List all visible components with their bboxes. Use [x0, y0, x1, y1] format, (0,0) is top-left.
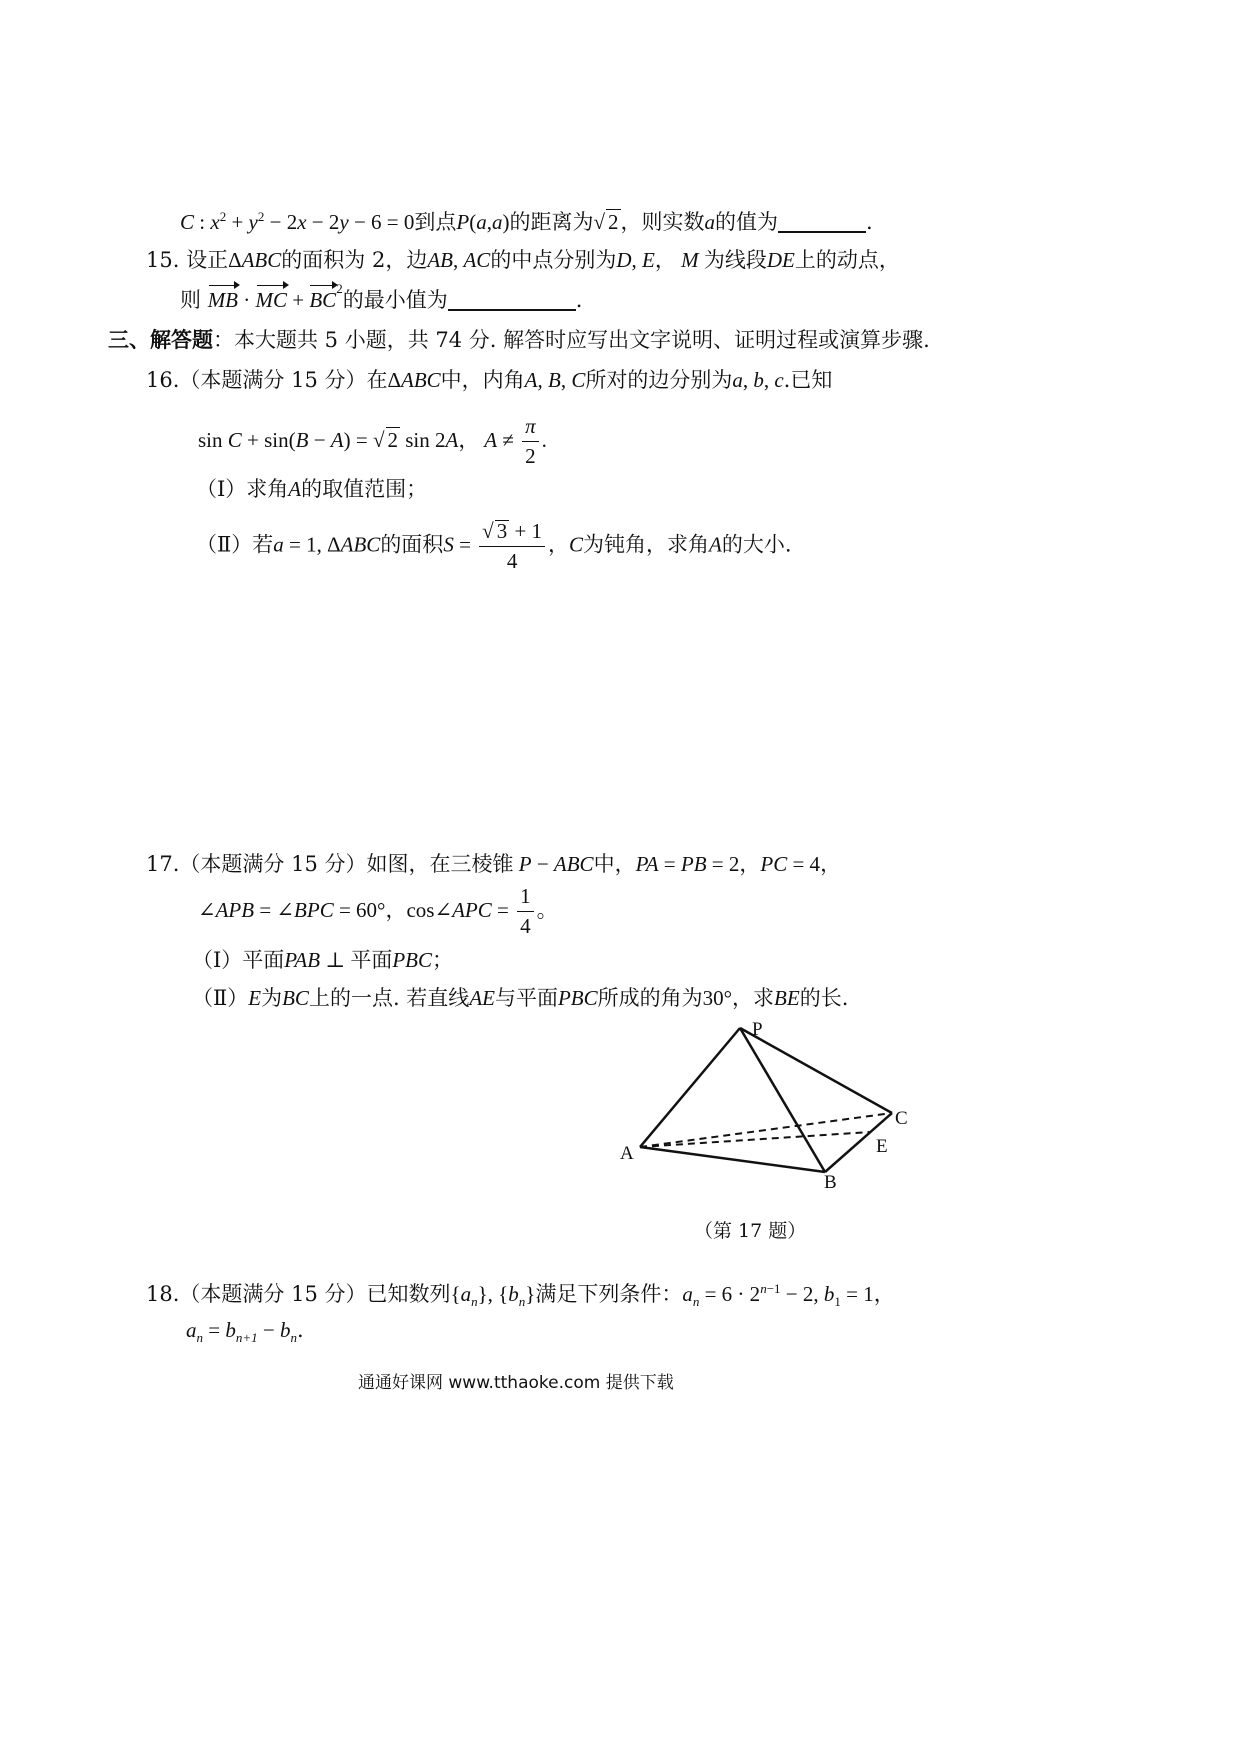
edge-pa [640, 1028, 740, 1147]
edge-ac-hidden [640, 1113, 892, 1147]
q16-part2: （Ⅱ）若a = 1, ΔABC的面积S = $\frac{√ 3 + 1}{4}$ ，C为钝角，求角A的大小. [196, 519, 792, 573]
q17-part2: （Ⅱ）E为BC上的一点. 若直线AE与平面PBC所成的角为30°，求BE的长. [192, 986, 849, 1010]
label-a: A [620, 1143, 634, 1164]
vector-mb: MB [207, 288, 239, 312]
edge-pc [740, 1028, 892, 1113]
q17-number: 17. [146, 852, 180, 876]
q17-line1: 17.（本题满分 15 分）如图，在三棱锥 P − ABC中，PA = PB = 2，PC = 4， [146, 852, 842, 876]
section-3-title: 三、解答题 [108, 327, 213, 352]
q16-condition: sin C + sin(B − A) = √ 2 sin 2A， A ≠ $\frac{\pi}{2}$ . [198, 414, 547, 468]
q17-line2: ∠APB = ∠BPC = 60°，cos∠APC = $\frac{1}{4}$ 。 [198, 884, 558, 938]
q15-number: 15. [146, 248, 180, 272]
edge-pb [740, 1028, 825, 1172]
one-quarter: $\frac{1}{4}$ [517, 886, 534, 937]
q14-text1: 到点 [414, 210, 457, 234]
label-p: P [752, 1019, 763, 1040]
label-e: E [876, 1136, 888, 1157]
page-footer: 通通好课网 www.tthaoke.com 提供下载 [358, 1373, 674, 1393]
q14-continuation-line: C : $x^2 + y^2 - 2x - 2y - 6 = 0$到点P(a,a)的距离为√ 2，则实数a的值为 . [180, 209, 873, 234]
q14-text2: 的距离为 [509, 210, 594, 234]
tetrahedron-figure [600, 1010, 1040, 1200]
segment-ae-hidden [640, 1132, 870, 1147]
answer-blank-14 [778, 209, 866, 233]
q16-part1: （Ⅰ）求角A的取值范围； [196, 477, 428, 501]
edge-ab [640, 1147, 825, 1172]
figure-caption: （第 17 题） [694, 1220, 807, 1242]
q18-line1: 18.（本题满分 15 分）已知数列$\{a_n\}$, $\{b_n\}$满足下列条件：$a_n = 6 \cdot 2^{n-1} - 2$, $b_1 = 1$， [146, 1281, 895, 1310]
circle-equation: C [180, 210, 195, 234]
q14-text3: ，则实数 [620, 210, 705, 234]
vector-bc: BC [309, 288, 337, 312]
area-fraction: $\frac{√ 3 + 1}{4}$ [479, 520, 545, 572]
q17-score: （本题满分 15 分） [179, 852, 367, 876]
point-p: P [456, 210, 470, 234]
label-c: C [895, 1108, 908, 1129]
q17-part1: （Ⅰ）平面PAB ⊥ 平面PBC； [192, 948, 453, 972]
label-b: B [824, 1172, 837, 1193]
q18-number: 18. [146, 1282, 180, 1306]
vector-mc: MC [255, 288, 288, 312]
pi-over-2: $\frac{\pi}{2}$ [522, 416, 539, 467]
answer-blank-15 [448, 287, 576, 311]
q16-number: 16. [146, 368, 180, 392]
q18-line2: $a_n = b_{n+1} - b_n$. [186, 1318, 304, 1346]
section-3-desc: ：本大题共 5 小题，共 74 分. 解答时应写出文字说明、证明过程或演算步骤. [213, 328, 930, 352]
q14-text4: 的值为 [715, 210, 778, 234]
q18-score: （本题满分 15 分） [179, 1282, 367, 1306]
q15-line1: 15. 设正ΔABC的面积为 2，边AB, AC的中点分别为D, E， M 为线段DE上的动点， [146, 248, 900, 272]
section-3-header [108, 324, 930, 354]
q16-score: （本题满分 15 分） [179, 368, 367, 392]
q15-line2: 则 MB · MC + $BC^2$的最小值为 . [180, 281, 583, 312]
sqrt-2: √ 2 [593, 210, 619, 234]
q16-line1: 16.（本题满分 15 分）在ΔABC中，内角A, B, C所对的边分别为a, b, c.已知 [146, 368, 833, 392]
